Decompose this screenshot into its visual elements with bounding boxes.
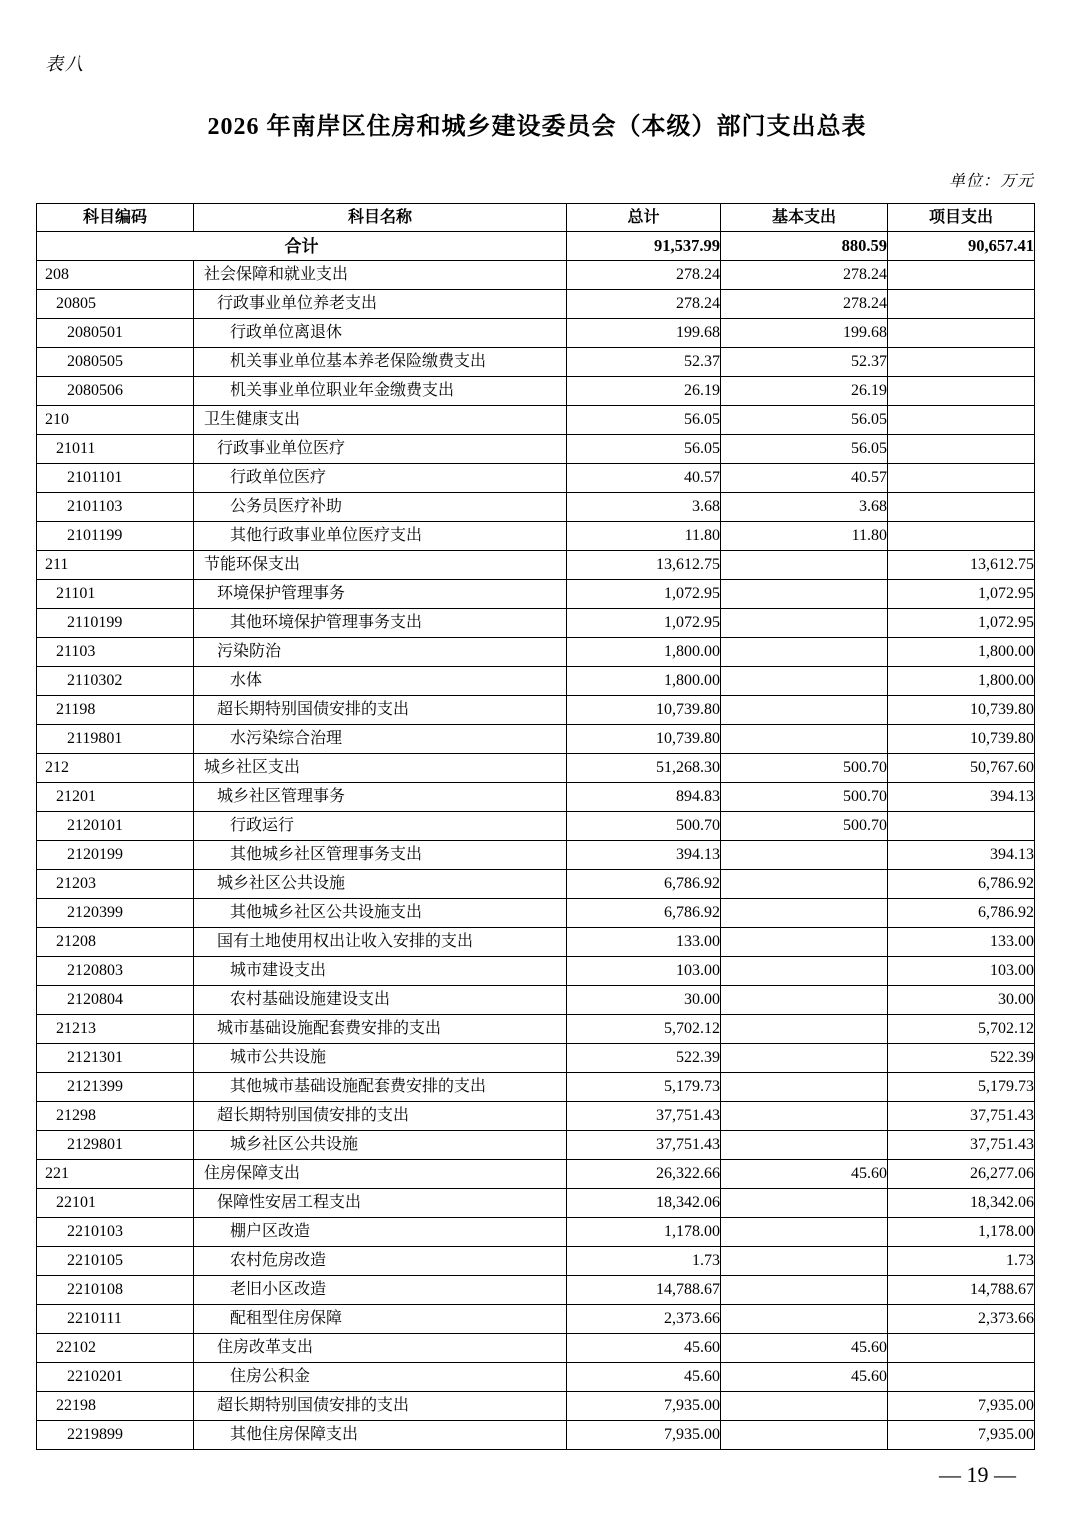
subject-code-cell: 2101199 bbox=[37, 522, 194, 551]
total-cell: 522.39 bbox=[567, 1044, 721, 1073]
table-row bbox=[37, 899, 1035, 928]
subject-code-cell: 21011 bbox=[37, 435, 194, 464]
total-cell: 133.00 bbox=[567, 928, 721, 957]
total-cell: 1,072.95 bbox=[567, 609, 721, 638]
total-cell: 394.13 bbox=[567, 841, 721, 870]
project-expenditure-cell: 7,935.00 bbox=[888, 1392, 1035, 1421]
table-sheet-label: 表八 bbox=[45, 54, 85, 74]
basic-expenditure-cell bbox=[721, 928, 888, 957]
table-row bbox=[37, 435, 1035, 464]
table-body bbox=[37, 261, 1035, 1450]
project-expenditure-cell: 1,072.95 bbox=[888, 609, 1035, 638]
subject-code-cell: 21208 bbox=[37, 928, 194, 957]
subject-code-cell: 21103 bbox=[37, 638, 194, 667]
total-cell: 5,702.12 bbox=[567, 1015, 721, 1044]
total-cell: 56.05 bbox=[567, 406, 721, 435]
total-cell: 1,178.00 bbox=[567, 1218, 721, 1247]
basic-expenditure-cell bbox=[721, 580, 888, 609]
subject-name-cell: 其他城乡社区管理事务支出 bbox=[194, 841, 567, 870]
subject-code-cell: 2119801 bbox=[37, 725, 194, 754]
page-number: — 19 — bbox=[939, 1462, 1016, 1487]
subject-name-cell: 城市建设支出 bbox=[194, 957, 567, 986]
table-row bbox=[37, 493, 1035, 522]
table-row bbox=[37, 1334, 1035, 1363]
project-expenditure-cell: 1,800.00 bbox=[888, 638, 1035, 667]
table-row bbox=[37, 812, 1035, 841]
grand-total-label: 合计 bbox=[37, 232, 567, 261]
project-expenditure-cell: 5,179.73 bbox=[888, 1073, 1035, 1102]
total-cell: 6,786.92 bbox=[567, 870, 721, 899]
table-row bbox=[37, 522, 1035, 551]
total-cell: 278.24 bbox=[567, 261, 721, 290]
table-row bbox=[37, 783, 1035, 812]
subject-name-cell: 超长期特别国债安排的支出 bbox=[194, 696, 567, 725]
project-expenditure-cell: 394.13 bbox=[888, 783, 1035, 812]
basic-expenditure-cell: 199.68 bbox=[721, 319, 888, 348]
table-row bbox=[37, 609, 1035, 638]
total-cell: 199.68 bbox=[567, 319, 721, 348]
total-cell: 103.00 bbox=[567, 957, 721, 986]
grand-total-project: 90,657.41 bbox=[888, 232, 1035, 261]
subject-code-cell: 2210111 bbox=[37, 1305, 194, 1334]
basic-expenditure-cell bbox=[721, 1102, 888, 1131]
basic-expenditure-cell: 11.80 bbox=[721, 522, 888, 551]
basic-expenditure-cell bbox=[721, 667, 888, 696]
subject-name-cell: 其他城乡社区公共设施支出 bbox=[194, 899, 567, 928]
column-header-total: 总计 bbox=[567, 204, 721, 232]
total-cell: 7,935.00 bbox=[567, 1421, 721, 1450]
subject-code-cell: 212 bbox=[37, 754, 194, 783]
grand-total-total: 91,537.99 bbox=[567, 232, 721, 261]
total-cell: 1,800.00 bbox=[567, 667, 721, 696]
subject-code-cell: 2120199 bbox=[37, 841, 194, 870]
table-row bbox=[37, 1305, 1035, 1334]
subject-code-cell: 21101 bbox=[37, 580, 194, 609]
total-cell: 500.70 bbox=[567, 812, 721, 841]
subject-name-cell: 行政事业单位医疗 bbox=[194, 435, 567, 464]
basic-expenditure-cell: 45.60 bbox=[721, 1363, 888, 1392]
project-expenditure-cell: 6,786.92 bbox=[888, 870, 1035, 899]
total-cell: 7,935.00 bbox=[567, 1392, 721, 1421]
basic-expenditure-cell bbox=[721, 1015, 888, 1044]
basic-expenditure-cell bbox=[721, 1189, 888, 1218]
total-cell: 26.19 bbox=[567, 377, 721, 406]
table-row bbox=[37, 580, 1035, 609]
basic-expenditure-cell bbox=[721, 1421, 888, 1450]
table-row bbox=[37, 261, 1035, 290]
subject-code-cell: 22101 bbox=[37, 1189, 194, 1218]
subject-name-cell: 其他城市基础设施配套费安排的支出 bbox=[194, 1073, 567, 1102]
table-row bbox=[37, 1073, 1035, 1102]
subject-code-cell: 208 bbox=[37, 261, 194, 290]
subject-name-cell: 配租型住房保障 bbox=[194, 1305, 567, 1334]
column-header-basic-expenditure: 基本支出 bbox=[721, 204, 888, 232]
project-expenditure-cell bbox=[888, 406, 1035, 435]
subject-code-cell: 2210108 bbox=[37, 1276, 194, 1305]
subject-code-cell: 2080505 bbox=[37, 348, 194, 377]
subject-code-cell: 2121399 bbox=[37, 1073, 194, 1102]
basic-expenditure-cell: 3.68 bbox=[721, 493, 888, 522]
basic-expenditure-cell bbox=[721, 696, 888, 725]
column-header-project-expenditure: 项目支出 bbox=[888, 204, 1035, 232]
table-row bbox=[37, 1392, 1035, 1421]
basic-expenditure-cell bbox=[721, 725, 888, 754]
total-cell: 51,268.30 bbox=[567, 754, 721, 783]
project-expenditure-cell: 7,935.00 bbox=[888, 1421, 1035, 1450]
subject-name-cell: 其他住房保障支出 bbox=[194, 1421, 567, 1450]
table-row bbox=[37, 1131, 1035, 1160]
project-expenditure-cell bbox=[888, 348, 1035, 377]
table-row bbox=[37, 1363, 1035, 1392]
subject-name-cell: 住房保障支出 bbox=[194, 1160, 567, 1189]
project-expenditure-cell: 2,373.66 bbox=[888, 1305, 1035, 1334]
table-row bbox=[37, 1247, 1035, 1276]
total-cell: 14,788.67 bbox=[567, 1276, 721, 1305]
total-cell: 52.37 bbox=[567, 348, 721, 377]
subject-code-cell: 2210105 bbox=[37, 1247, 194, 1276]
project-expenditure-cell bbox=[888, 1363, 1035, 1392]
subject-name-cell: 行政运行 bbox=[194, 812, 567, 841]
subject-name-cell: 住房改革支出 bbox=[194, 1334, 567, 1363]
table-row bbox=[37, 1160, 1035, 1189]
basic-expenditure-cell: 45.60 bbox=[721, 1334, 888, 1363]
basic-expenditure-cell bbox=[721, 551, 888, 580]
project-expenditure-cell: 37,751.43 bbox=[888, 1102, 1035, 1131]
subject-code-cell: 2121301 bbox=[37, 1044, 194, 1073]
total-cell: 37,751.43 bbox=[567, 1102, 721, 1131]
unit-label: 单位：万元 bbox=[948, 173, 1034, 190]
total-cell: 3.68 bbox=[567, 493, 721, 522]
basic-expenditure-cell bbox=[721, 957, 888, 986]
project-expenditure-cell: 50,767.60 bbox=[888, 754, 1035, 783]
subject-name-cell: 城乡社区管理事务 bbox=[194, 783, 567, 812]
table-row bbox=[37, 1276, 1035, 1305]
project-expenditure-cell: 37,751.43 bbox=[888, 1131, 1035, 1160]
total-cell: 26,322.66 bbox=[567, 1160, 721, 1189]
subject-code-cell: 221 bbox=[37, 1160, 194, 1189]
subject-name-cell: 城乡社区公共设施 bbox=[194, 1131, 567, 1160]
subject-name-cell: 行政事业单位养老支出 bbox=[194, 290, 567, 319]
project-expenditure-cell bbox=[888, 812, 1035, 841]
basic-expenditure-cell bbox=[721, 609, 888, 638]
project-expenditure-cell: 30.00 bbox=[888, 986, 1035, 1015]
subject-code-cell: 2120803 bbox=[37, 957, 194, 986]
basic-expenditure-cell bbox=[721, 638, 888, 667]
total-cell: 37,751.43 bbox=[567, 1131, 721, 1160]
total-cell: 1,800.00 bbox=[567, 638, 721, 667]
total-cell: 10,739.80 bbox=[567, 725, 721, 754]
subject-code-cell: 2219899 bbox=[37, 1421, 194, 1450]
basic-expenditure-cell bbox=[721, 841, 888, 870]
subject-code-cell: 2120399 bbox=[37, 899, 194, 928]
subject-code-cell: 2080501 bbox=[37, 319, 194, 348]
basic-expenditure-cell bbox=[721, 1131, 888, 1160]
table-row bbox=[37, 841, 1035, 870]
grand-total-row bbox=[37, 232, 1035, 261]
table-row bbox=[37, 406, 1035, 435]
basic-expenditure-cell: 278.24 bbox=[721, 261, 888, 290]
total-cell: 40.57 bbox=[567, 464, 721, 493]
project-expenditure-cell: 1.73 bbox=[888, 1247, 1035, 1276]
subject-name-cell: 机关事业单位职业年金缴费支出 bbox=[194, 377, 567, 406]
project-expenditure-cell bbox=[888, 319, 1035, 348]
project-expenditure-cell bbox=[888, 1334, 1035, 1363]
project-expenditure-cell: 5,702.12 bbox=[888, 1015, 1035, 1044]
table-row bbox=[37, 638, 1035, 667]
basic-expenditure-cell bbox=[721, 1218, 888, 1247]
table-row bbox=[37, 377, 1035, 406]
basic-expenditure-cell bbox=[721, 1073, 888, 1102]
project-expenditure-cell: 394.13 bbox=[888, 841, 1035, 870]
subject-name-cell: 城市基础设施配套费安排的支出 bbox=[194, 1015, 567, 1044]
total-cell: 2,373.66 bbox=[567, 1305, 721, 1334]
total-cell: 6,786.92 bbox=[567, 899, 721, 928]
project-expenditure-cell bbox=[888, 377, 1035, 406]
subject-name-cell: 污染防治 bbox=[194, 638, 567, 667]
subject-name-cell: 棚户区改造 bbox=[194, 1218, 567, 1247]
subject-code-cell: 2101103 bbox=[37, 493, 194, 522]
project-expenditure-cell bbox=[888, 493, 1035, 522]
project-expenditure-cell: 10,739.80 bbox=[888, 725, 1035, 754]
subject-code-cell: 2120804 bbox=[37, 986, 194, 1015]
subject-code-cell: 2129801 bbox=[37, 1131, 194, 1160]
subject-name-cell: 卫生健康支出 bbox=[194, 406, 567, 435]
subject-name-cell: 其他行政事业单位医疗支出 bbox=[194, 522, 567, 551]
project-expenditure-cell: 1,178.00 bbox=[888, 1218, 1035, 1247]
table-row bbox=[37, 928, 1035, 957]
subject-code-cell: 2120101 bbox=[37, 812, 194, 841]
basic-expenditure-cell bbox=[721, 1044, 888, 1073]
basic-expenditure-cell bbox=[721, 899, 888, 928]
subject-name-cell: 节能环保支出 bbox=[194, 551, 567, 580]
subject-code-cell: 21213 bbox=[37, 1015, 194, 1044]
total-cell: 1,072.95 bbox=[567, 580, 721, 609]
basic-expenditure-cell: 45.60 bbox=[721, 1160, 888, 1189]
expenditure-table bbox=[36, 203, 1035, 1450]
subject-code-cell: 21201 bbox=[37, 783, 194, 812]
project-expenditure-cell bbox=[888, 464, 1035, 493]
project-expenditure-cell: 522.39 bbox=[888, 1044, 1035, 1073]
subject-name-cell: 水体 bbox=[194, 667, 567, 696]
subject-name-cell: 住房公积金 bbox=[194, 1363, 567, 1392]
table-row bbox=[37, 667, 1035, 696]
table-row bbox=[37, 1189, 1035, 1218]
total-cell: 56.05 bbox=[567, 435, 721, 464]
project-expenditure-cell: 13,612.75 bbox=[888, 551, 1035, 580]
project-expenditure-cell bbox=[888, 435, 1035, 464]
table-row bbox=[37, 1044, 1035, 1073]
subject-name-cell: 城市公共设施 bbox=[194, 1044, 567, 1073]
subject-name-cell: 行政单位离退休 bbox=[194, 319, 567, 348]
subject-name-cell: 其他环境保护管理事务支出 bbox=[194, 609, 567, 638]
table-row bbox=[37, 551, 1035, 580]
column-header-subject-name: 科目名称 bbox=[194, 204, 567, 232]
subject-code-cell: 2210103 bbox=[37, 1218, 194, 1247]
basic-expenditure-cell bbox=[721, 1276, 888, 1305]
grand-total-basic: 880.59 bbox=[721, 232, 888, 261]
subject-code-cell: 21203 bbox=[37, 870, 194, 899]
total-cell: 10,739.80 bbox=[567, 696, 721, 725]
basic-expenditure-cell: 500.70 bbox=[721, 812, 888, 841]
subject-code-cell: 20805 bbox=[37, 290, 194, 319]
project-expenditure-cell: 18,342.06 bbox=[888, 1189, 1035, 1218]
subject-name-cell: 超长期特别国债安排的支出 bbox=[194, 1392, 567, 1421]
project-expenditure-cell: 14,788.67 bbox=[888, 1276, 1035, 1305]
basic-expenditure-cell bbox=[721, 870, 888, 899]
table-row bbox=[37, 870, 1035, 899]
subject-code-cell: 2210201 bbox=[37, 1363, 194, 1392]
basic-expenditure-cell: 56.05 bbox=[721, 406, 888, 435]
table-row bbox=[37, 957, 1035, 986]
subject-name-cell: 农村危房改造 bbox=[194, 1247, 567, 1276]
table-row bbox=[37, 986, 1035, 1015]
table-row bbox=[37, 348, 1035, 377]
total-cell: 894.83 bbox=[567, 783, 721, 812]
subject-code-cell: 2110302 bbox=[37, 667, 194, 696]
table-row bbox=[37, 1218, 1035, 1247]
subject-name-cell: 社会保障和就业支出 bbox=[194, 261, 567, 290]
subject-name-cell: 行政单位医疗 bbox=[194, 464, 567, 493]
subject-name-cell: 农村基础设施建设支出 bbox=[194, 986, 567, 1015]
subject-code-cell: 22198 bbox=[37, 1392, 194, 1421]
subject-name-cell: 国有土地使用权出让收入安排的支出 bbox=[194, 928, 567, 957]
total-cell: 278.24 bbox=[567, 290, 721, 319]
basic-expenditure-cell: 56.05 bbox=[721, 435, 888, 464]
basic-expenditure-cell bbox=[721, 1247, 888, 1276]
project-expenditure-cell: 10,739.80 bbox=[888, 696, 1035, 725]
table-row bbox=[37, 725, 1035, 754]
subject-name-cell: 城乡社区公共设施 bbox=[194, 870, 567, 899]
table-row bbox=[37, 696, 1035, 725]
total-cell: 18,342.06 bbox=[567, 1189, 721, 1218]
subject-name-cell: 城乡社区支出 bbox=[194, 754, 567, 783]
subject-code-cell: 2101101 bbox=[37, 464, 194, 493]
subject-name-cell: 保障性安居工程支出 bbox=[194, 1189, 567, 1218]
page-title: 2026 年南岸区住房和城乡建设委员会（本级）部门支出总表 bbox=[207, 114, 867, 140]
total-cell: 45.60 bbox=[567, 1334, 721, 1363]
subject-name-cell: 机关事业单位基本养老保险缴费支出 bbox=[194, 348, 567, 377]
total-cell: 11.80 bbox=[567, 522, 721, 551]
table-row bbox=[37, 319, 1035, 348]
subject-code-cell: 211 bbox=[37, 551, 194, 580]
column-header-subject-code: 科目编码 bbox=[37, 204, 194, 232]
basic-expenditure-cell bbox=[721, 986, 888, 1015]
total-cell: 1.73 bbox=[567, 1247, 721, 1276]
project-expenditure-cell: 26,277.06 bbox=[888, 1160, 1035, 1189]
table-header bbox=[37, 204, 1035, 232]
table-row bbox=[37, 1102, 1035, 1131]
total-cell: 5,179.73 bbox=[567, 1073, 721, 1102]
project-expenditure-cell bbox=[888, 290, 1035, 319]
subject-name-cell: 环境保护管理事务 bbox=[194, 580, 567, 609]
project-expenditure-cell: 6,786.92 bbox=[888, 899, 1035, 928]
subject-code-cell: 21298 bbox=[37, 1102, 194, 1131]
project-expenditure-cell: 133.00 bbox=[888, 928, 1035, 957]
table-row bbox=[37, 1015, 1035, 1044]
table-row bbox=[37, 1421, 1035, 1450]
total-cell: 45.60 bbox=[567, 1363, 721, 1392]
subject-code-cell: 22102 bbox=[37, 1334, 194, 1363]
total-cell: 30.00 bbox=[567, 986, 721, 1015]
table-row bbox=[37, 290, 1035, 319]
table-row bbox=[37, 754, 1035, 783]
subject-code-cell: 21198 bbox=[37, 696, 194, 725]
subject-code-cell: 2110199 bbox=[37, 609, 194, 638]
basic-expenditure-cell: 278.24 bbox=[721, 290, 888, 319]
project-expenditure-cell: 1,800.00 bbox=[888, 667, 1035, 696]
table-row bbox=[37, 464, 1035, 493]
subject-name-cell: 老旧小区改造 bbox=[194, 1276, 567, 1305]
subject-name-cell: 超长期特别国债安排的支出 bbox=[194, 1102, 567, 1131]
basic-expenditure-cell: 500.70 bbox=[721, 783, 888, 812]
subject-code-cell: 210 bbox=[37, 406, 194, 435]
basic-expenditure-cell: 26.19 bbox=[721, 377, 888, 406]
total-cell: 13,612.75 bbox=[567, 551, 721, 580]
basic-expenditure-cell: 52.37 bbox=[721, 348, 888, 377]
project-expenditure-cell bbox=[888, 522, 1035, 551]
subject-name-cell: 水污染综合治理 bbox=[194, 725, 567, 754]
project-expenditure-cell bbox=[888, 261, 1035, 290]
project-expenditure-cell: 1,072.95 bbox=[888, 580, 1035, 609]
basic-expenditure-cell bbox=[721, 1305, 888, 1334]
subject-name-cell: 公务员医疗补助 bbox=[194, 493, 567, 522]
basic-expenditure-cell: 500.70 bbox=[721, 754, 888, 783]
subject-code-cell: 2080506 bbox=[37, 377, 194, 406]
basic-expenditure-cell: 40.57 bbox=[721, 464, 888, 493]
project-expenditure-cell: 103.00 bbox=[888, 957, 1035, 986]
basic-expenditure-cell bbox=[721, 1392, 888, 1421]
